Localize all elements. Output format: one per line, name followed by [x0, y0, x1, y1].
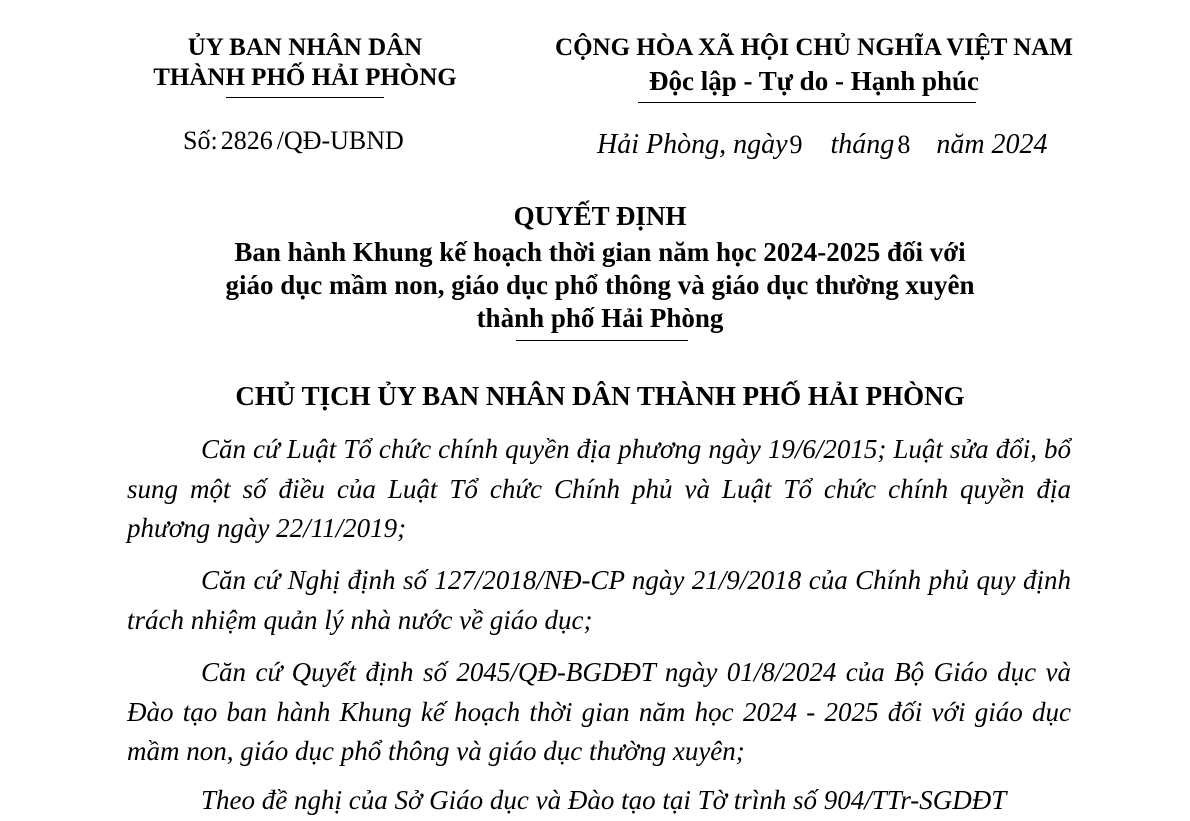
title-divider	[516, 340, 688, 341]
legal-basis-paragraph-2: Căn cứ Nghị định số 127/2018/NĐ-CP ngày 21/9/2018 của Chính phủ quy định trách nhiệm quản lý nhà nước về giáo dục;	[127, 565, 1071, 635]
legal-basis-paragraph-1: Căn cứ Luật Tổ chức chính quyền địa phương ngày 19/6/2015; Luật sửa đổi, bổ sung một số điều của Luật Tổ chức Chính phủ và Luật Tổ chức chính quyền địa phương ngày 22/11/2019;	[127, 434, 1071, 543]
document-number-value: 2826	[220, 126, 273, 155]
decision-subject-line3: thành phố Hải Phòng	[476, 303, 724, 333]
issuing-authority: CHỦ TỊCH ỦY BAN NHÂN DÂN THÀNH PHỐ HẢI PHÒNG	[235, 381, 965, 411]
decision-subject-line1: Ban hành Khung kế hoạch thời gian năm học 2024-2025 đối với	[234, 237, 966, 267]
legal-basis-paragraph-3: Căn cứ Quyết định số 2045/QĐ-BGDĐT ngày 01/8/2024 của Bộ Giáo dục và Đào tạo ban hành Khung kế hoạch thời gian năm học 2024 - 2025 đối với giáo dục mầm non, giáo dục phổ thông và giáo dục thường xuyên;	[127, 657, 1071, 766]
date-year: năm 2024	[936, 129, 1048, 160]
header-right-divider	[638, 102, 976, 103]
place-and-date	[597, 129, 1048, 161]
document-number-prefix: Số:	[183, 126, 218, 155]
date-day: 9	[789, 130, 803, 159]
proposal-paragraph: Theo đề nghị của Sở Giáo dục và Đào tạo tại Tờ trình số 904/TTr-SGDĐT	[201, 785, 1007, 815]
header-left-divider	[226, 97, 384, 98]
date-month-label: tháng	[830, 129, 895, 160]
decision-heading: QUYẾT ĐỊNH	[513, 201, 687, 231]
decision-subject-line2: giáo dục mầm non, giáo dục phổ thông và giáo dục thường xuyên	[225, 270, 975, 300]
document-number	[183, 126, 404, 156]
date-month: 8	[897, 130, 911, 159]
date-place-prefix: Hải Phòng, ngày	[597, 129, 788, 160]
national-title: CỘNG HÒA XÃ HỘI CHỦ NGHĨA VIỆT NAM	[555, 34, 1073, 61]
national-motto: Độc lập - Tự do - Hạnh phúc	[648, 66, 980, 96]
organization-name-line2: THÀNH PHỐ HẢI PHÒNG	[153, 64, 457, 91]
organization-name-line1: ỦY BAN NHÂN DÂN	[187, 34, 423, 61]
document-number-suffix: /QĐ-UBND	[276, 126, 404, 155]
